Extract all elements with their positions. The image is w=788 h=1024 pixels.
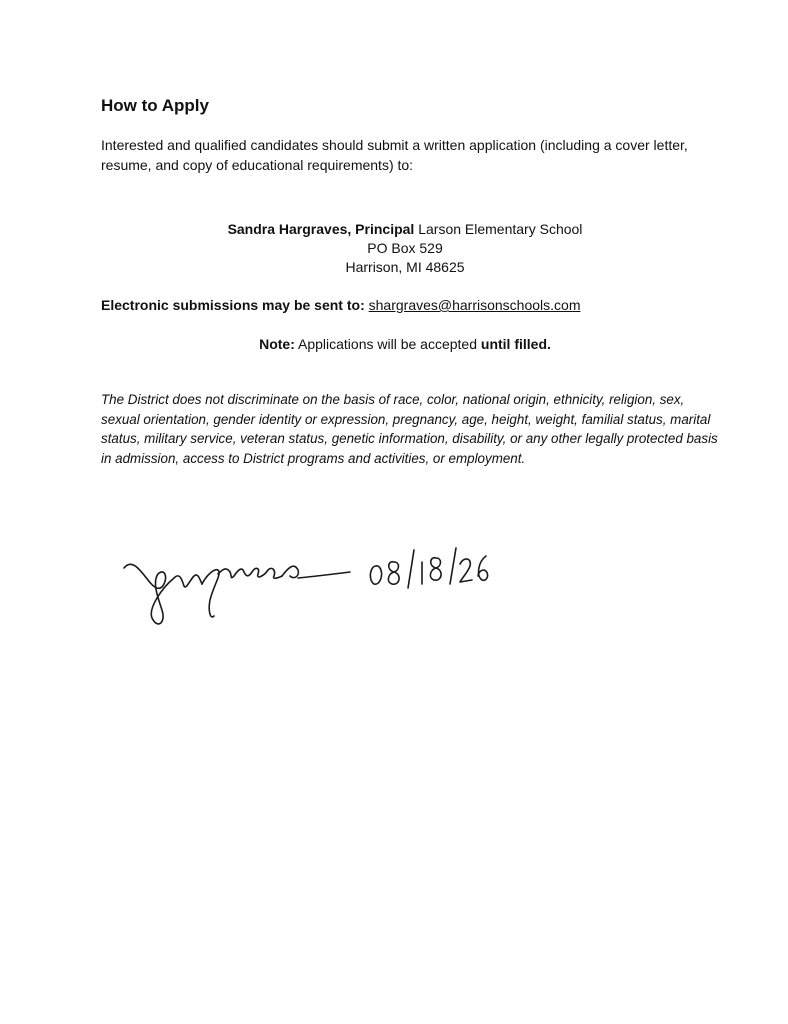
note-text: Applications will be accepted — [298, 336, 477, 352]
address-po-box: PO Box 529 — [367, 240, 443, 256]
nondiscrimination-statement: The District does not discriminate on the basis of race, color, national origin, ethnicity, religion, sex, sexual orientation, gender identity or expression, pregnancy, age, height, weight, familial status, marital status, military service, veteran status, genetic information, disability, or any other legally protected basis in admission, access to District programs and activities, or employment. — [101, 392, 718, 466]
electronic-label: Electronic submissions may be sent to: — [101, 297, 365, 313]
handwritten-date — [370, 548, 487, 588]
handwritten-signature — [118, 540, 518, 640]
address-city: Harrison, MI 48625 — [345, 259, 465, 275]
intro-paragraph: Interested and qualified candidates should submit a written application (including a cover letter, resume, and copy of educational requirements) to: — [101, 137, 688, 173]
note-label: Note: — [259, 336, 295, 352]
section-heading: How to Apply — [101, 96, 209, 115]
email-link[interactable]: shargraves@harrisonschools.com — [368, 297, 581, 313]
school-name: Larson Elementary School — [418, 221, 583, 237]
electronic-submission — [101, 297, 581, 313]
address-line-name — [22, 220, 788, 239]
mailing-address — [0, 220, 788, 277]
note-line — [0, 336, 788, 352]
recipient-name: Sandra Hargraves, Principal — [227, 221, 415, 237]
note-emphasis: until filled. — [480, 336, 551, 352]
